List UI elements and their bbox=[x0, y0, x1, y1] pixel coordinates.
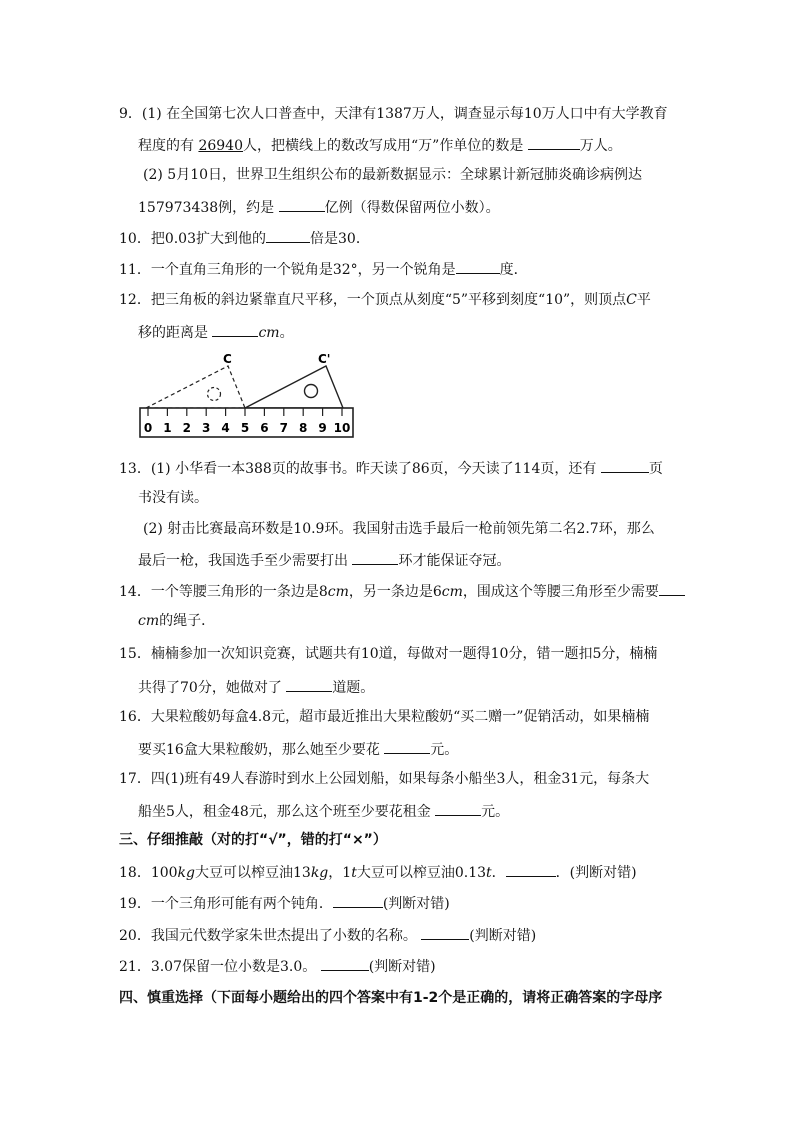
q13-line1 bbox=[119, 457, 663, 479]
q17-text-a: 船坐5人，租金48元，那么这个班至少要花租金 bbox=[138, 804, 436, 820]
q10-text-b: 倍是30． bbox=[310, 231, 370, 247]
q18-unit-kg-a: kg bbox=[177, 865, 195, 881]
ruler-tick-label-0: 0 bbox=[143, 421, 153, 435]
label-c: C bbox=[223, 352, 232, 366]
original-triangle bbox=[146, 366, 245, 408]
q14-unit-a: cm bbox=[327, 584, 349, 600]
q11-text-b: 度． bbox=[499, 262, 528, 278]
q16-line1: 16．大果粒酸奶每盒4.8元，超市最近推出大果粒酸奶“买二赠一”促销活动，如果楠楠 bbox=[119, 709, 650, 725]
q13-line3: (2) 射击比赛最高环数是10.9环。我国射击选手最后一枪前领先第二名2.7环，那么 bbox=[143, 521, 655, 537]
q19-line bbox=[119, 892, 450, 914]
q11-text-a: 11．一个直角三角形的一个锐角是32°，另一个锐角是 bbox=[119, 262, 456, 278]
q15-line1: 15．楠楠参加一次知识竞赛，试题共有10道，每做对一题得10分，错一题扣5分，楠楠 bbox=[119, 646, 658, 662]
q17-line1: 17．四(1)班有49人春游时到水上公园划船，如果每条小船坐3人，租金31元，每条大 bbox=[119, 771, 650, 787]
q15-line2 bbox=[138, 676, 374, 698]
q9-text-c: 万人。 bbox=[579, 138, 622, 154]
original-triangle-hole bbox=[208, 388, 221, 401]
q13-2-answer-blank[interactable] bbox=[352, 549, 398, 565]
q14-text-c: ，围成这个等腰三角形至少需要 bbox=[462, 584, 659, 600]
q18-text-f: ．(判断对错) bbox=[555, 865, 637, 881]
ruler-tick-label-9: 9 bbox=[318, 421, 327, 435]
q9-line1: 9．(1) 在全国第七次人口普查中，天津有1387万人，调查显示每10万人口中有大学教育 bbox=[119, 106, 668, 122]
ruler-tick-label-8: 8 bbox=[299, 421, 308, 435]
label-c-prime: C' bbox=[318, 352, 331, 366]
q9-text-d: 157973438例，约是 bbox=[138, 200, 279, 216]
q16-text-b: 元。 bbox=[430, 742, 459, 758]
q9-line2 bbox=[138, 134, 622, 156]
q12-text-c: 移的距离是 bbox=[138, 325, 213, 341]
q16-line2 bbox=[138, 738, 458, 760]
q19-text-a: 19．一个三角形可能有两个钝角． bbox=[119, 896, 333, 912]
q14-text-b: ，另一条边是6 bbox=[348, 584, 442, 600]
q18-answer-blank[interactable] bbox=[506, 861, 556, 877]
q12-answer-blank[interactable] bbox=[212, 321, 258, 337]
q11-answer-blank[interactable] bbox=[456, 258, 500, 274]
q9-text-b: 人，把横线上的数改写成用“万”作单位的数是 bbox=[243, 138, 528, 154]
q9-line4 bbox=[138, 196, 500, 218]
q12-vertex-c: C bbox=[626, 292, 637, 308]
q20-text-b: (判断对错) bbox=[469, 928, 537, 944]
q20-answer-blank[interactable] bbox=[421, 924, 469, 940]
section-3-heading: 三、仔细推敲（对的打“√”，错的打“×”） bbox=[119, 832, 387, 848]
ruler-tick-label-4: 4 bbox=[221, 421, 230, 435]
q12-text-b: 平 bbox=[636, 292, 651, 308]
q12-unit: cm bbox=[258, 325, 280, 341]
q17-line2 bbox=[138, 800, 509, 822]
ruler-tick-label-10: 10 bbox=[333, 421, 351, 435]
ruler-tick-label-3: 3 bbox=[202, 421, 211, 435]
q14-unit-c: cm bbox=[138, 613, 160, 629]
ruler-tick-label-7: 7 bbox=[279, 421, 288, 435]
q21-line bbox=[119, 955, 436, 977]
q13-text-b: 页 bbox=[648, 461, 663, 477]
q14-text-d: 的绳子． bbox=[159, 613, 216, 629]
q9-2-answer-blank[interactable] bbox=[279, 196, 325, 212]
q20-text-a: 20．我国元代数学家朱世杰提出了小数的名称。 bbox=[119, 928, 422, 944]
q20-line bbox=[119, 924, 536, 946]
q16-answer-blank[interactable] bbox=[384, 738, 430, 754]
q16-text-a: 要买16盒大果粒酸奶，那么她至少要花 bbox=[138, 742, 385, 758]
q18-text-b: 大豆可以榨豆油13 bbox=[195, 865, 311, 881]
q10-line bbox=[119, 227, 370, 249]
q17-text-b: 元。 bbox=[481, 804, 510, 820]
q21-text-b: (判断对错) bbox=[368, 959, 436, 975]
moved-triangle bbox=[245, 366, 343, 408]
q12-line2 bbox=[138, 321, 294, 343]
q13-line2: 书没有读。 bbox=[138, 490, 208, 506]
q9-underlined-number: 26940 bbox=[198, 138, 243, 154]
q13-text-d: 环才能保证夺冠。 bbox=[398, 553, 511, 569]
q18-text-d: 大豆可以榨豆油0.13 bbox=[356, 865, 487, 881]
q21-text-a: 21．3.07保留一位小数是3.0。 bbox=[119, 959, 321, 975]
q15-text-a: 共得了70分，她做对了 bbox=[138, 680, 287, 696]
q9-line3: (2) 5月10日，世界卫生组织公布的最新数据显示：全球累计新冠肺炎确诊病例达 bbox=[143, 167, 643, 183]
q11-line bbox=[119, 258, 528, 280]
q12-text-a: 12．把三角板的斜边紧靠直尺平移，一个顶点从刻度“5”平移到刻度“10”，则顶点 bbox=[119, 292, 627, 308]
q18-unit-t-a: t bbox=[351, 865, 357, 881]
q17-answer-blank[interactable] bbox=[435, 800, 481, 816]
section-4-heading: 四、慎重选择（下面每小题给出的四个答案中有1-2个是正确的，请将正确答案的字母序 bbox=[119, 990, 663, 1006]
q21-answer-blank[interactable] bbox=[321, 955, 369, 971]
q10-text-a: 10．把0.03扩大到他的 bbox=[119, 231, 266, 247]
q18-unit-t-b: t bbox=[486, 865, 492, 881]
ruler-triangle-figure bbox=[138, 350, 358, 442]
q15-text-b: 道题。 bbox=[332, 680, 375, 696]
q14-answer-blank[interactable] bbox=[659, 580, 685, 596]
q13-text-c: 最后一枪，我国选手至少需要打出 bbox=[138, 553, 353, 569]
q10-answer-blank[interactable] bbox=[266, 227, 310, 243]
q14-line1 bbox=[119, 580, 685, 602]
q9-text-e: 亿例（得数保留两位小数）。 bbox=[324, 200, 500, 216]
q9-text-a: 程度的有 bbox=[138, 138, 199, 154]
q14-line2 bbox=[138, 611, 215, 631]
ruler-tick-label-2: 2 bbox=[182, 421, 191, 435]
q12-line1 bbox=[119, 290, 651, 310]
q18-line bbox=[119, 861, 637, 883]
q13-text-a: 13．(1) 小华看一本388页的故事书。昨天读了86页，今天读了114页，还有 bbox=[119, 461, 601, 477]
q18-text-e: ． bbox=[491, 865, 506, 881]
q15-answer-blank[interactable] bbox=[286, 676, 332, 692]
q14-text-a: 14．一个等腰三角形的一条边是8 bbox=[119, 584, 328, 600]
q18-text-a: 18．100 bbox=[119, 865, 178, 881]
ruler-tick-label-6: 6 bbox=[260, 421, 269, 435]
q13-line4 bbox=[138, 549, 510, 571]
q19-text-b: (判断对错) bbox=[382, 896, 450, 912]
q18-text-c: ，1 bbox=[328, 865, 352, 881]
q9-1-answer-blank[interactable] bbox=[528, 134, 580, 150]
q14-unit-b: cm bbox=[441, 584, 463, 600]
ruler-tick-label-5: 5 bbox=[240, 421, 250, 435]
ruler-tick-label-1: 1 bbox=[163, 421, 172, 435]
q12-text-d: 。 bbox=[279, 325, 294, 341]
q13-1-answer-blank[interactable] bbox=[601, 457, 649, 473]
q18-unit-kg-b: kg bbox=[310, 865, 329, 881]
q19-answer-blank[interactable] bbox=[333, 892, 383, 908]
moved-triangle-hole bbox=[305, 385, 318, 398]
